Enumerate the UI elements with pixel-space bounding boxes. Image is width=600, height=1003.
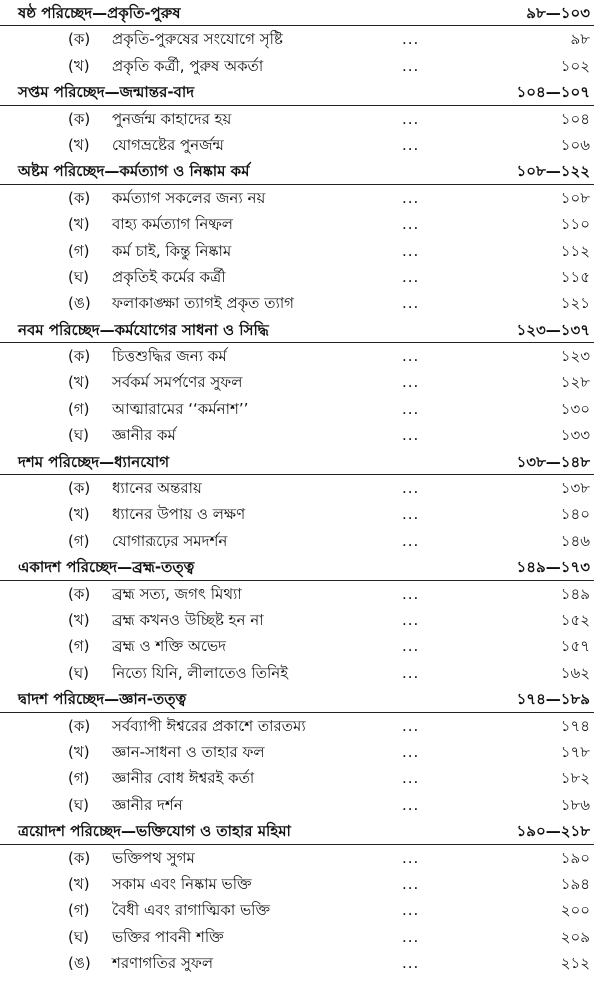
chapter-heading bbox=[0, 554, 600, 580]
leader-dots: ... bbox=[402, 505, 420, 524]
chapter-heading bbox=[0, 158, 600, 184]
chapter-title: দ্বাদশ পরিচ্ছেদ—জ্ঞান-তত্ত্ব bbox=[18, 690, 187, 709]
leader-dots: ... bbox=[402, 742, 420, 761]
section-marker: (খ) bbox=[68, 135, 90, 154]
section-entry bbox=[0, 475, 600, 501]
section-entry bbox=[0, 290, 600, 316]
section-marker: (গ) bbox=[68, 769, 90, 788]
section-entry bbox=[0, 581, 600, 607]
chapter-page-range: ১২৩—১৩৭ bbox=[516, 320, 590, 339]
chapter-heading bbox=[0, 317, 600, 343]
section-marker: (ক) bbox=[68, 716, 91, 735]
leader-dots: ... bbox=[402, 399, 420, 418]
section-entry bbox=[0, 845, 600, 871]
leader-dots: ... bbox=[402, 874, 420, 893]
leader-dots: ... bbox=[402, 294, 420, 313]
section-marker: (ঙ) bbox=[68, 294, 91, 313]
chapter-heading bbox=[0, 0, 600, 26]
section-entry bbox=[0, 396, 600, 422]
leader-dots: ... bbox=[402, 848, 420, 867]
leader-dots: ... bbox=[402, 637, 420, 656]
chapter-title: সপ্তম পরিচ্ছেদ—জন্মান্তর-বাদ bbox=[18, 83, 195, 102]
section-page-number: ২০৯ bbox=[560, 927, 590, 946]
section-page-number: ১২১ bbox=[560, 294, 590, 313]
section-page-number: ১২৮ bbox=[560, 373, 590, 392]
chapter-page-range: ১৩৮—১৪৮ bbox=[516, 452, 590, 471]
section-entry bbox=[0, 765, 600, 791]
chapter-title: নবম পরিচ্ছেদ—কর্মযোগের সাধনা ও সিদ্ধি bbox=[18, 320, 269, 339]
section-page-number: ১৩৮ bbox=[560, 479, 590, 498]
section-page-number: ১৮২ bbox=[560, 769, 590, 788]
section-page-number: ১২৩ bbox=[560, 347, 590, 366]
section-title: ধ্যানের উপায় ও লক্ষণ bbox=[112, 505, 246, 524]
section-page-number: ১০৬ bbox=[560, 135, 590, 154]
section-page-number: ১১০ bbox=[560, 215, 590, 234]
section-marker: (ক) bbox=[68, 347, 91, 366]
leader-dots: ... bbox=[402, 610, 420, 629]
section-marker: (খ) bbox=[68, 56, 90, 75]
section-title: কর্মত্যাগ সকলের জন্য নয় bbox=[112, 188, 266, 207]
section-marker: (ক) bbox=[68, 188, 91, 207]
section-entry bbox=[0, 422, 600, 448]
chapter-title: ষষ্ঠ পরিচ্ছেদ—প্রকৃতি-পুরুষ bbox=[18, 4, 181, 22]
section-entry bbox=[0, 26, 600, 52]
leader-dots: ... bbox=[402, 215, 420, 234]
section-title: নিত্যে যিনি, লীলাতেও তিনিই bbox=[112, 663, 289, 682]
section-title: জ্ঞানীর কর্ম bbox=[112, 426, 176, 445]
section-page-number: ১৪০ bbox=[560, 505, 590, 524]
chapter-title: ত্রয়োদশ পরিচ্ছেদ—ভক্তিযোগ ও তাহার মহিমা bbox=[18, 822, 291, 841]
section-title: ব্রহ্ম ও শক্তি অভেদ bbox=[112, 637, 227, 656]
chapter-title: একাদশ পরিচ্ছেদ—ব্রহ্ম-তত্ত্ব bbox=[18, 558, 195, 577]
section-marker: (গ) bbox=[68, 637, 90, 656]
chapter-page-range: ১৪৯—১৭৩ bbox=[516, 558, 590, 577]
section-title: ব্রহ্ম সত্য, জগৎ মিথ্যা bbox=[112, 584, 242, 603]
section-marker: (ঘ) bbox=[68, 927, 89, 946]
leader-dots: ... bbox=[402, 663, 420, 682]
section-marker: (ঘ) bbox=[68, 795, 89, 814]
section-page-number: ১০২ bbox=[560, 56, 590, 75]
leader-dots: ... bbox=[402, 347, 420, 366]
section-page-number: ১৩৩ bbox=[560, 426, 590, 445]
section-title: কর্ম চাই, কিন্তু নিষ্কাম bbox=[112, 241, 232, 260]
section-title: পুনর্জন্ম কাহাদের হয় bbox=[112, 109, 232, 128]
section-page-number: ৯৮ bbox=[570, 30, 590, 49]
leader-dots: ... bbox=[402, 769, 420, 788]
section-marker: (গ) bbox=[68, 531, 90, 550]
section-title: সর্বব্যাপী ঈশ্বরের প্রকাশে তারতম্য bbox=[112, 716, 306, 735]
leader-dots: ... bbox=[402, 584, 420, 603]
section-marker: (গ) bbox=[68, 399, 90, 418]
leader-dots: ... bbox=[402, 267, 420, 286]
section-entry bbox=[0, 238, 600, 264]
chapter-page-range: ১৭৪—১৮৯ bbox=[516, 690, 590, 709]
section-page-number: ১৫৭ bbox=[560, 637, 590, 656]
leader-dots: ... bbox=[402, 30, 420, 49]
section-marker: (ঘ) bbox=[68, 267, 89, 286]
section-page-number: ১৯০ bbox=[560, 848, 590, 867]
section-entry bbox=[0, 53, 600, 79]
section-title: বাহ্য কর্মত্যাগ নিষ্ফল bbox=[112, 215, 233, 234]
section-marker: (ক) bbox=[68, 479, 91, 498]
section-title: ভক্তির পাবনী শক্তি bbox=[112, 927, 224, 946]
section-title: ভক্তিপথ সুগম bbox=[112, 848, 195, 867]
leader-dots: ... bbox=[402, 954, 420, 973]
section-title: জ্ঞানীর দর্শন bbox=[112, 795, 183, 814]
chapter-heading bbox=[0, 449, 600, 475]
section-title: সকাম এবং নিষ্কাম ভক্তি bbox=[112, 874, 252, 893]
section-marker: (খ) bbox=[68, 610, 90, 629]
section-marker: (খ) bbox=[68, 505, 90, 524]
section-page-number: ১০৮ bbox=[560, 188, 590, 207]
section-page-number: ১৭৮ bbox=[560, 742, 590, 761]
section-marker: (ঘ) bbox=[68, 663, 89, 682]
section-marker: (ঙ) bbox=[68, 954, 91, 973]
leader-dots: ... bbox=[402, 531, 420, 550]
section-marker: (ক) bbox=[68, 30, 91, 49]
section-marker: (ক) bbox=[68, 848, 91, 867]
section-entry bbox=[0, 871, 600, 897]
section-title: চিত্তশুদ্ধির জন্য কর্ম bbox=[112, 347, 227, 366]
section-page-number: ২০০ bbox=[560, 901, 590, 920]
leader-dots: ... bbox=[402, 109, 420, 128]
section-marker: (ঘ) bbox=[68, 426, 89, 445]
section-page-number: ১১২ bbox=[560, 241, 590, 260]
section-page-number: ১৬২ bbox=[560, 663, 590, 682]
section-page-number: ১১৫ bbox=[560, 267, 590, 286]
section-entry bbox=[0, 924, 600, 950]
section-marker: (ক) bbox=[68, 109, 91, 128]
leader-dots: ... bbox=[402, 373, 420, 392]
section-page-number: ১৪৯ bbox=[560, 584, 590, 603]
leader-dots: ... bbox=[402, 927, 420, 946]
leader-dots: ... bbox=[402, 795, 420, 814]
section-page-number: ১৩০ bbox=[560, 399, 590, 418]
section-marker: (ক) bbox=[68, 584, 91, 603]
chapter-page-range: ১৯০—২১৮ bbox=[516, 822, 590, 841]
chapter-heading bbox=[0, 79, 600, 105]
section-entry bbox=[0, 369, 600, 395]
section-title: ব্রহ্ম কখনও উচ্ছিষ্ট হন না bbox=[112, 610, 264, 629]
section-page-number: ১৪৬ bbox=[560, 531, 590, 550]
chapter-title: অষ্টম পরিচ্ছেদ—কর্মত্যাগ ও নিষ্কাম কর্ম bbox=[18, 162, 250, 181]
section-entry bbox=[0, 792, 600, 818]
section-title: প্রকৃতিই কর্মের কর্ত্রী bbox=[112, 267, 226, 286]
section-entry bbox=[0, 501, 600, 527]
section-title: ফলাকাঙ্ক্ষা ত্যাগই প্রকৃত ত্যাগ bbox=[112, 294, 294, 313]
section-entry bbox=[0, 211, 600, 237]
section-entry bbox=[0, 132, 600, 158]
section-marker: (খ) bbox=[68, 215, 90, 234]
chapter-heading bbox=[0, 686, 600, 712]
section-page-number: ১৯৪ bbox=[560, 874, 590, 893]
section-page-number: ১০৪ bbox=[560, 109, 590, 128]
section-entry bbox=[0, 739, 600, 765]
section-entry bbox=[0, 950, 600, 976]
leader-dots: ... bbox=[402, 901, 420, 920]
section-title: জ্ঞানীর বোধ ঈশ্বরই কর্তা bbox=[112, 769, 255, 788]
section-entry bbox=[0, 660, 600, 686]
section-marker: (খ) bbox=[68, 874, 90, 893]
section-entry bbox=[0, 264, 600, 290]
chapter-page-range: ৯৮—১০৩ bbox=[526, 4, 590, 22]
leader-dots: ... bbox=[402, 426, 420, 445]
section-title: বৈধী এবং রাগাত্মিকা ভক্তি bbox=[112, 901, 271, 920]
chapter-heading bbox=[0, 818, 600, 844]
section-page-number: ১৮৬ bbox=[560, 795, 590, 814]
chapter-title: দশম পরিচ্ছেদ—ধ্যানযোগ bbox=[18, 452, 170, 471]
section-entry bbox=[0, 897, 600, 923]
section-entry bbox=[0, 607, 600, 633]
section-title: জ্ঞান-সাধনা ও তাহার ফল bbox=[112, 742, 265, 761]
section-entry bbox=[0, 106, 600, 132]
section-marker: (খ) bbox=[68, 742, 90, 761]
section-marker: (গ) bbox=[68, 241, 90, 260]
leader-dots: ... bbox=[402, 188, 420, 207]
section-title: শরণাগতির সুফল bbox=[112, 954, 213, 973]
section-title: যোগভ্রষ্টের পুনর্জন্ম bbox=[112, 135, 224, 154]
leader-dots: ... bbox=[402, 479, 420, 498]
section-page-number: ১৭৪ bbox=[560, 716, 590, 735]
leader-dots: ... bbox=[402, 135, 420, 154]
section-title: আত্মারামের ‘‘কর্মনাশ’’ bbox=[112, 399, 249, 418]
section-title: সর্বকর্ম সমর্পণের সুফল bbox=[112, 373, 243, 392]
chapter-page-range: ১০৪—১০৭ bbox=[516, 83, 590, 102]
section-title: প্রকৃতি-পুরুষের সংযোগে সৃষ্টি bbox=[112, 30, 283, 49]
leader-dots: ... bbox=[402, 56, 420, 75]
section-title: যোগারূঢ়ের সমদর্শন bbox=[112, 531, 228, 550]
leader-dots: ... bbox=[402, 241, 420, 260]
section-page-number: ১৫২ bbox=[560, 610, 590, 629]
section-entry bbox=[0, 633, 600, 659]
section-marker: (গ) bbox=[68, 901, 90, 920]
section-page-number: ২১২ bbox=[560, 954, 590, 973]
leader-dots: ... bbox=[402, 716, 420, 735]
section-title: প্রকৃতি কর্ত্রী, পুরুষ অকর্তা bbox=[112, 56, 264, 75]
chapter-page-range: ১০৮—১২২ bbox=[516, 162, 590, 181]
section-title: ধ্যানের অন্তরায় bbox=[112, 479, 202, 498]
section-entry bbox=[0, 713, 600, 739]
section-marker: (খ) bbox=[68, 373, 90, 392]
section-entry bbox=[0, 185, 600, 211]
section-entry bbox=[0, 343, 600, 369]
section-entry bbox=[0, 528, 600, 554]
